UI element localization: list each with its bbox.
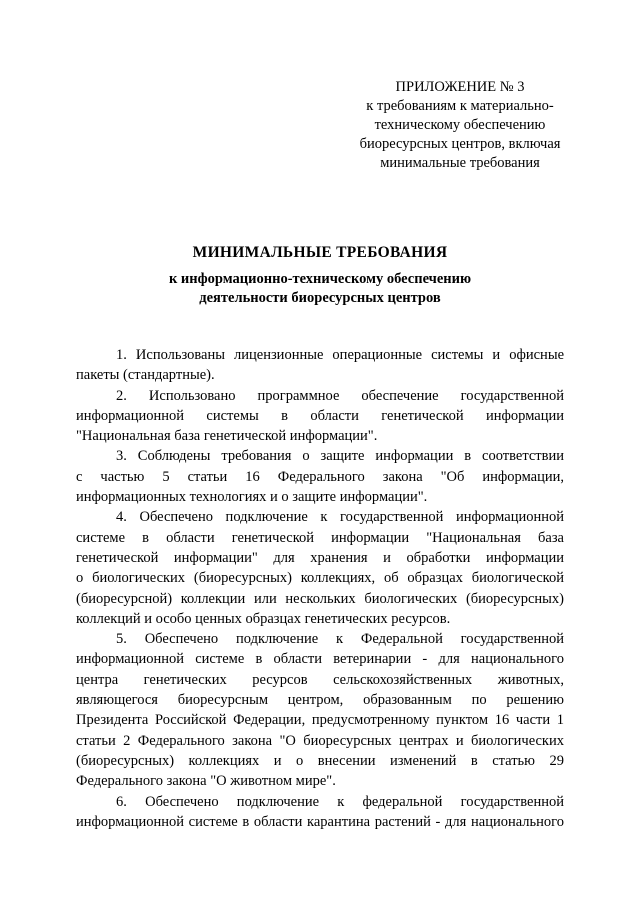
requirement-paragraph	[76, 629, 564, 791]
paragraph-line: 2. Использовано программное обеспечение государственной	[116, 387, 564, 404]
paragraph-line: с частью 5 статьи 16 Федерального закона "Об информации,	[76, 468, 564, 485]
appendix-line: биоресурсных центров, включая	[359, 136, 561, 152]
paragraph-line: информационной системе в области карантина растений - для национального	[76, 813, 564, 830]
paragraph-line: Федерального закона "О животном мире".	[76, 773, 336, 790]
subtitle-line: деятельности биоресурсных центров	[199, 290, 441, 306]
paragraph-line: являющегося биоресурсным центром, образованным по решению	[76, 692, 564, 709]
paragraph-line: 5. Обеспечено подключение к Федеральной государственной	[116, 631, 564, 648]
paragraph-line: генетической информации" для хранения и обработки информации	[76, 549, 564, 566]
paragraph-line: (биоресурсной) коллекции или нескольких биологических (биоресурсных)	[76, 590, 564, 607]
paragraph-line: "Национальная база генетической информации".	[76, 428, 378, 445]
requirement-paragraph	[76, 792, 564, 833]
appendix-title: ПРИЛОЖЕНИЕ № 3	[395, 79, 525, 95]
requirement-paragraph	[76, 386, 564, 447]
paragraph-line: 6. Обеспечено подключение к федеральной государственной	[116, 793, 564, 810]
paragraph-line: информационной системе в области ветеринарии - для национального	[76, 651, 564, 668]
paragraph-line: пакеты (стандартные).	[76, 367, 215, 384]
paragraph-line: информационных технологиях и о защите информации".	[76, 489, 428, 506]
paragraph-line: центра генетических ресурсов сельскохозяйственных животных,	[76, 671, 564, 688]
paragraph-line: Президента Российской Федерации, предусмотренному пунктом 16 части 1	[76, 712, 564, 729]
appendix-line: техническому обеспечению	[374, 117, 546, 133]
paragraph-line: статьи 2 Федерального закона "О биоресурсных центрах и биологических	[76, 732, 564, 749]
paragraph-line: коллекций и особо ценных образцах генетических ресурсов.	[76, 610, 451, 627]
requirement-paragraph	[76, 507, 564, 629]
paragraph-line: о биологических (биоресурсных) коллекциях, об образцах биологической	[76, 570, 564, 587]
paragraph-line: информационной системы в области генетической информации	[76, 407, 564, 424]
requirement-paragraph	[76, 446, 564, 507]
document-subtitle	[76, 270, 564, 308]
paragraph-line: 4. Обеспечено подключение к государственной информационной	[116, 509, 564, 526]
requirement-paragraph	[76, 345, 564, 386]
document-title: МИНИМАЛЬНЫЕ ТРЕБОВАНИЯ	[192, 244, 448, 261]
paragraph-line: 3. Соблюдены требования о защите информации в соответствии	[116, 448, 564, 465]
paragraph-line: 1. Использованы лицензионные операционные системы и офисные	[116, 347, 564, 363]
appendix-header	[336, 78, 584, 173]
paragraph-line: (биоресурсных) коллекциях и о внесении изменений в статью 29	[76, 752, 564, 769]
paragraph-line: системе в области генетической информации "Национальная база	[76, 529, 564, 546]
subtitle-line: к информационно-техническому обеспечению	[168, 271, 472, 287]
appendix-line: к требованиям к материально-	[366, 98, 554, 114]
requirements-body	[76, 345, 564, 832]
appendix-line: минимальные требования	[380, 155, 540, 171]
